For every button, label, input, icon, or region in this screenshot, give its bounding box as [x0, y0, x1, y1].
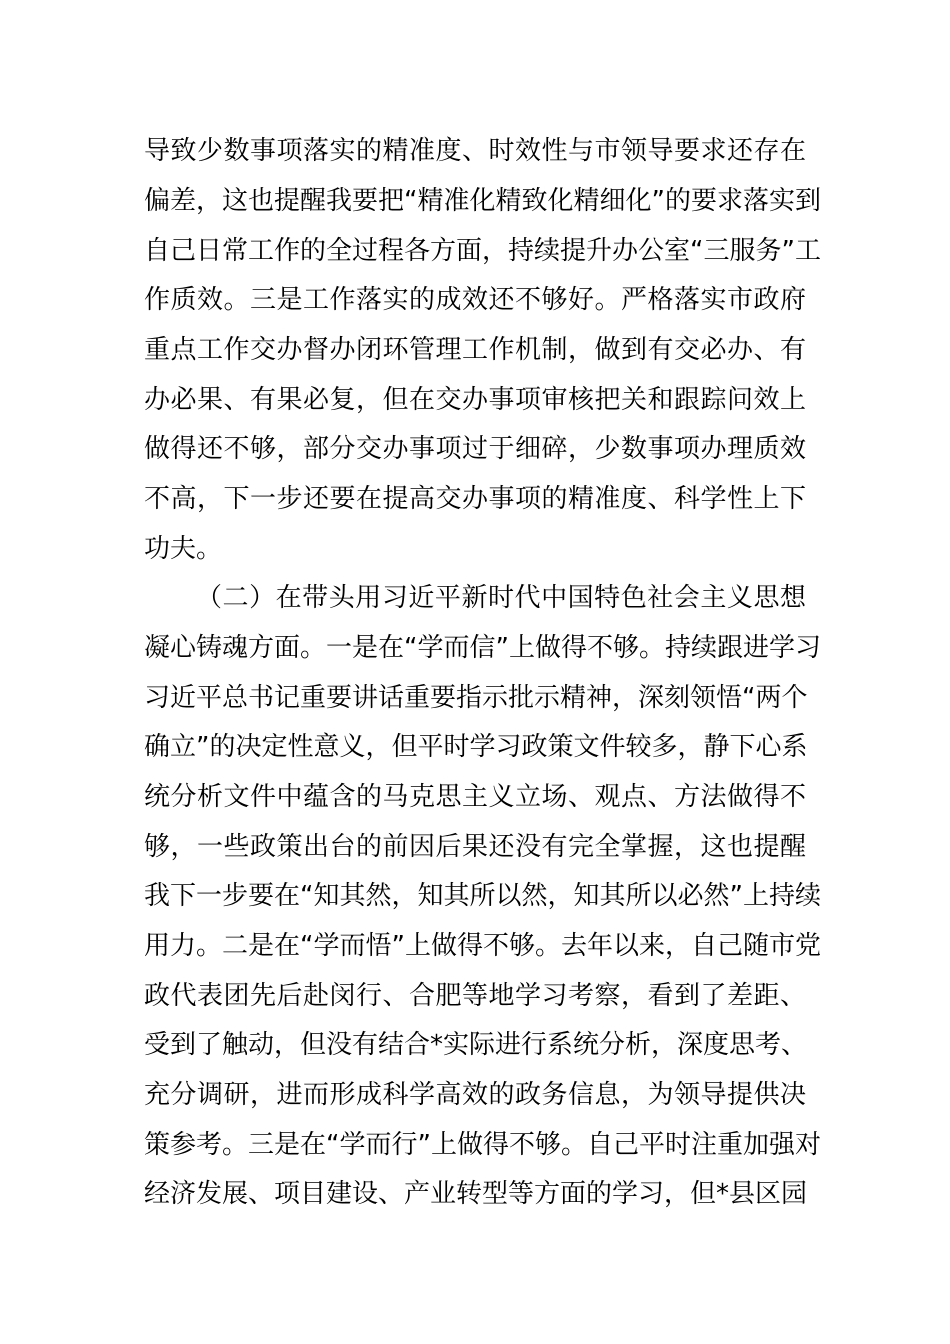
text-line: 做得还不够，部分交办事项过于细碎，少数事项办理质效 — [144, 434, 806, 464]
text-line: 功夫。 — [144, 534, 223, 564]
text-line: 习近平总书记重要讲话重要指示批示精神，深刻领悟“两个 — [144, 683, 808, 713]
text-line: 重点工作交办督办闭环管理工作机制，做到有交必办、有 — [144, 335, 806, 365]
text-line: 充分调研，进而形成科学高效的政务信息，为领导提供决 — [144, 1080, 806, 1110]
text-line: 确立”的决定性意义，但平时学习政策文件较多，静下心系 — [144, 732, 808, 762]
text-line: 政代表团先后赴闵行、合肥等地学习考察，看到了差距、 — [144, 981, 806, 1011]
text-line: 作质效。三是工作落实的成效还不够好。严格落实市政府 — [144, 285, 806, 315]
text-line: 偏差，这也提醒我要把“精准化精致化精细化”的要求落实到 — [144, 186, 821, 216]
text-line: 受到了触动，但没有结合*实际进行系统分析，深度思考、 — [144, 1030, 808, 1060]
text-line: 用力。二是在“学而悟”上做得不够。去年以来，自己随市党 — [144, 931, 821, 961]
text-line: 策参考。三是在“学而行”上做得不够。自己平时注重加强对 — [144, 1130, 821, 1160]
text-line: 不高，下一步还要在提高交办事项的精准度、科学性上下 — [144, 484, 806, 514]
section-heading-line: （二）在带头用习近平新时代中国特色社会主义思想 — [196, 583, 806, 613]
text-line: 经济发展、项目建设、产业转型等方面的学习，但*县区园 — [144, 1179, 808, 1209]
text-line: 统分析文件中蕴含的马克思主义立场、观点、方法做得不 — [144, 782, 806, 812]
text-line: 我下一步要在“知其然，知其所以然，知其所以必然”上持续 — [144, 881, 821, 911]
text-line: 自己日常工作的全过程各方面，持续提升办公室“三服务”工 — [144, 236, 821, 266]
text-line: 凝心铸魂方面。一是在“学而信”上做得不够。持续跟进学习 — [144, 633, 821, 663]
text-line: 导致少数事项落实的精准度、时效性与市领导要求还存在 — [144, 136, 806, 166]
text-line: 办必果、有果必复，但在交办事项审核把关和跟踪问效上 — [144, 385, 806, 415]
text-line: 够，一些政策出台的前因后果还没有完全掌握，这也提醒 — [144, 832, 806, 862]
